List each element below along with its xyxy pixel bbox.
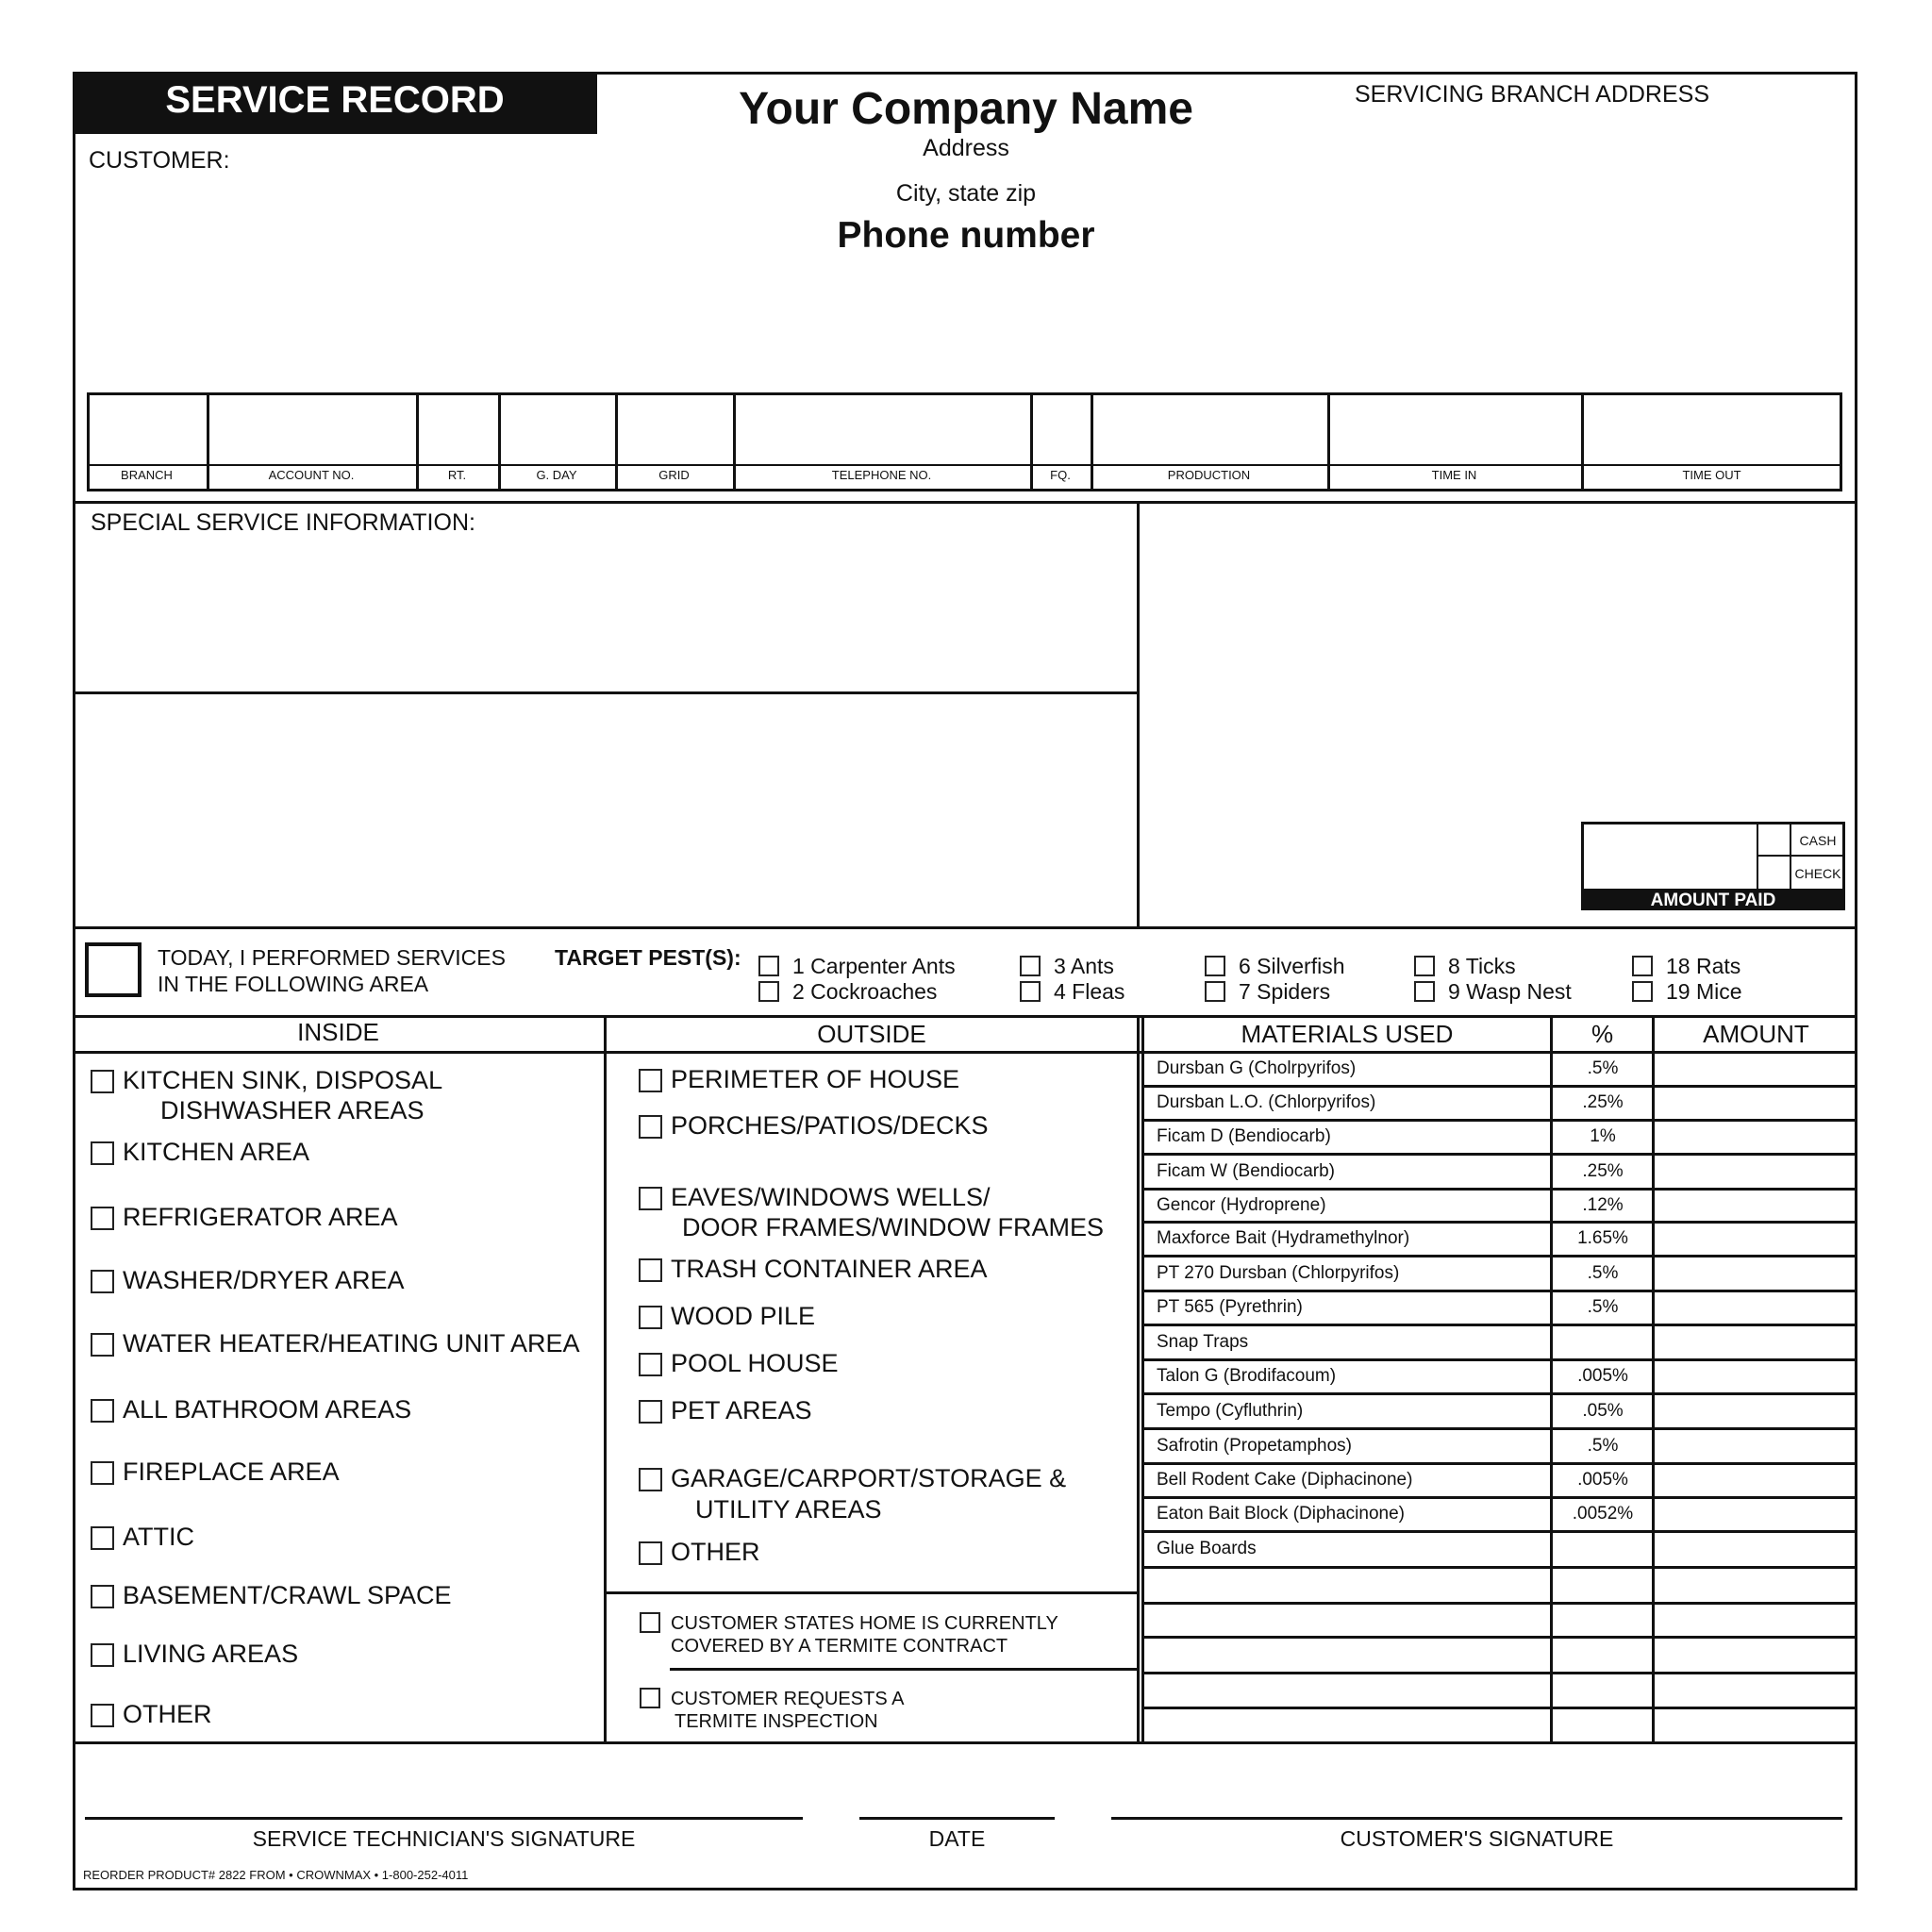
outside-area-checkbox[interactable]: [639, 1306, 662, 1329]
material-percent: .25%: [1582, 1161, 1624, 1181]
material-amount-input[interactable]: [1655, 1292, 1855, 1324]
inside-area-checkbox[interactable]: [91, 1070, 114, 1093]
pest-label: 2 Cockroaches: [792, 979, 938, 1004]
material-name: Gencor (Hydroprene): [1157, 1195, 1326, 1215]
material-percent: .5%: [1587, 1297, 1619, 1317]
outside-area-label: WOOD PILE: [671, 1302, 816, 1330]
info-field-input[interactable]: [736, 395, 1027, 463]
check-checkbox[interactable]: [1760, 860, 1786, 883]
technician-signature-line[interactable]: [85, 1817, 803, 1820]
company-city: City, state zip: [895, 180, 1037, 207]
termite-contract-line-2: COVERED BY A TERMITE CONTRACT: [671, 1636, 1008, 1657]
pest-checkbox[interactable]: [1205, 981, 1225, 1002]
material-percent: .0052%: [1572, 1504, 1634, 1524]
outside-area-checkbox[interactable]: [639, 1115, 662, 1139]
material-name: Dursban L.O. (Chlorpyrifos): [1157, 1092, 1376, 1112]
pest-label: 1 Carpenter Ants: [792, 954, 956, 978]
inside-header: INSIDE: [297, 1018, 379, 1046]
inside-area-label: WATER HEATER/HEATING UNIT AREA: [123, 1329, 580, 1357]
info-field-label: RT.: [447, 468, 467, 482]
termite-contract-line-1: CUSTOMER STATES HOME IS CURRENTLY: [671, 1613, 1058, 1634]
material-percent: .5%: [1587, 1436, 1619, 1456]
materials-row-divider: [1143, 1707, 1857, 1709]
outside-area-label: DOOR FRAMES/WINDOW FRAMES: [682, 1213, 1104, 1241]
company-address: Address: [923, 135, 1009, 161]
percent-header: %: [1591, 1020, 1614, 1048]
material-name: Glue Boards: [1157, 1539, 1257, 1558]
info-field-input[interactable]: [209, 395, 413, 463]
info-field-label: G. DAY: [536, 468, 577, 482]
material-amount-input[interactable]: [1655, 1430, 1855, 1462]
outside-area-label: UTILITY AREAS: [695, 1495, 882, 1524]
pest-checkbox[interactable]: [1020, 956, 1041, 976]
material-percent: .05%: [1582, 1401, 1624, 1421]
special-divider-horizontal: [73, 691, 1139, 694]
pest-label: 6 Silverfish: [1239, 954, 1345, 978]
material-amount-input[interactable]: [1655, 1361, 1855, 1392]
info-field-input[interactable]: [1330, 395, 1578, 463]
pest-checkbox[interactable]: [1632, 981, 1653, 1002]
info-field-label: TELEPHONE NO.: [831, 468, 932, 482]
inside-area-checkbox[interactable]: [91, 1526, 114, 1550]
inside-area-label: ATTIC: [123, 1523, 194, 1551]
target-pests-label: TARGET PEST(S):: [555, 945, 741, 970]
inside-area-label: REFRIGERATOR AREA: [123, 1203, 398, 1231]
material-percent: .5%: [1587, 1058, 1619, 1078]
info-field-label: PRODUCTION: [1167, 468, 1251, 482]
material-name: Ficam W (Bendiocarb): [1157, 1161, 1335, 1181]
material-percent: .12%: [1582, 1195, 1624, 1215]
pest-label: 9 Wasp Nest: [1448, 979, 1572, 1004]
material-percent: .005%: [1577, 1366, 1628, 1386]
inside-area-checkbox[interactable]: [91, 1461, 114, 1485]
info-field-input[interactable]: [1033, 395, 1088, 463]
check-label: CHECK: [1794, 866, 1841, 881]
amount-divider: [1757, 855, 1845, 857]
customer-signature-line[interactable]: [1111, 1817, 1842, 1820]
inside-area-label: ALL BATHROOM AREAS: [123, 1395, 412, 1424]
material-name: Ficam D (Bendiocarb): [1157, 1126, 1331, 1146]
date-label: DATE: [928, 1826, 986, 1851]
inside-area-checkbox[interactable]: [91, 1704, 114, 1727]
inside-area-label: WASHER/DRYER AREA: [123, 1266, 405, 1294]
termite-inspection-line-1: CUSTOMER REQUESTS A: [671, 1689, 905, 1709]
material-amount-input[interactable]: [1655, 1499, 1855, 1530]
outside-area-checkbox[interactable]: [639, 1069, 662, 1092]
outside-header: OUTSIDE: [817, 1020, 926, 1048]
info-field-label: TIME IN: [1431, 468, 1477, 482]
outside-area-label: EAVES/WINDOWS WELLS/: [671, 1183, 991, 1211]
material-name: Bell Rodent Cake (Diphacinone): [1157, 1470, 1413, 1490]
customer-signature-label: CUSTOMER'S SIGNATURE: [1340, 1826, 1614, 1851]
pest-label: 4 Fleas: [1054, 979, 1125, 1004]
special-divider-vertical: [1137, 501, 1140, 927]
info-field-input[interactable]: [618, 395, 730, 463]
column-divider: [1137, 1015, 1140, 1743]
performed-line-1: TODAY, I PERFORMED SERVICES: [158, 945, 506, 970]
info-field-input[interactable]: [501, 395, 612, 463]
performed-line-2: IN THE FOLLOWING AREA: [158, 972, 429, 996]
section-divider: [73, 1741, 1857, 1744]
amount-header: AMOUNT: [1703, 1020, 1809, 1048]
material-amount-input[interactable]: [1655, 1395, 1855, 1427]
material-percent: .5%: [1587, 1263, 1619, 1283]
inside-area-label: BASEMENT/CRAWL SPACE: [123, 1581, 452, 1609]
material-amount-input[interactable]: [1655, 1465, 1855, 1496]
material-name: Eaton Bait Block (Diphacinone): [1157, 1504, 1405, 1524]
inside-area-checkbox[interactable]: [91, 1270, 114, 1293]
info-field-input[interactable]: [419, 395, 495, 463]
info-field-input[interactable]: [1093, 395, 1324, 463]
material-percent: .25%: [1582, 1092, 1624, 1112]
material-name: Talon G (Brodifacoum): [1157, 1366, 1337, 1386]
pest-label: 18 Rats: [1666, 954, 1741, 978]
pest-checkbox[interactable]: [1414, 981, 1435, 1002]
material-amount-input[interactable]: [1655, 1191, 1855, 1221]
column-divider: [1141, 1015, 1144, 1743]
material-name: Maxforce Bait (Hydramethylnor): [1157, 1228, 1410, 1248]
termite-inspection-checkbox[interactable]: [640, 1688, 660, 1708]
info-field-label: TIME OUT: [1682, 468, 1741, 482]
reorder-footer: REORDER PRODUCT# 2822 FROM • CROWNMAX • 1-800-252-4011: [83, 1868, 469, 1882]
technician-signature-label: SERVICE TECHNICIAN'S SIGNATURE: [252, 1826, 636, 1851]
inside-area-label: DISHWASHER AREAS: [160, 1096, 425, 1124]
inside-area-checkbox[interactable]: [91, 1207, 114, 1230]
outside-area-label: PET AREAS: [671, 1396, 812, 1424]
cash-checkbox[interactable]: [1760, 828, 1786, 851]
performed-services-checkbox[interactable]: [85, 942, 142, 997]
termite-divider: [607, 1591, 1137, 1594]
pest-label: 19 Mice: [1666, 979, 1742, 1004]
materials-row-divider: [1143, 1566, 1857, 1569]
material-amount-input[interactable]: [1655, 1326, 1855, 1358]
pest-checkbox[interactable]: [758, 981, 779, 1002]
outside-area-label: POOL HOUSE: [671, 1349, 839, 1377]
pest-checkbox[interactable]: [1414, 956, 1435, 976]
info-field-label: FQ.: [1050, 468, 1071, 482]
section-divider: [73, 501, 1857, 504]
form-title: SERVICE RECORD: [165, 79, 505, 121]
material-amount-input[interactable]: [1655, 1257, 1855, 1290]
material-amount-input[interactable]: [1655, 1533, 1855, 1566]
company-name: Your Company Name: [739, 84, 1193, 134]
company-phone: Phone number: [837, 215, 1095, 256]
account-info-divider: [87, 464, 1842, 466]
inside-area-checkbox[interactable]: [91, 1399, 114, 1423]
materials-row-divider: [1143, 1672, 1857, 1674]
customer-label: CUSTOMER:: [89, 147, 230, 174]
info-field-input[interactable]: [1584, 395, 1840, 463]
outside-area-checkbox[interactable]: [639, 1258, 662, 1282]
outside-area-checkbox[interactable]: [639, 1353, 662, 1376]
section-divider: [73, 926, 1857, 929]
column-header-divider: [73, 1051, 1857, 1054]
material-amount-input[interactable]: [1655, 1088, 1855, 1119]
outside-area-label: TRASH CONTAINER AREA: [671, 1255, 988, 1283]
info-field-label: GRID: [658, 468, 690, 482]
pest-checkbox[interactable]: [1632, 956, 1653, 976]
material-name: Safrotin (Propetamphos): [1157, 1436, 1352, 1456]
outside-area-checkbox[interactable]: [639, 1187, 662, 1210]
inside-area-label: KITCHEN AREA: [123, 1138, 310, 1166]
info-field-label: BRANCH: [121, 468, 173, 482]
inside-area-checkbox[interactable]: [91, 1585, 114, 1608]
pest-label: 8 Ticks: [1448, 954, 1516, 978]
outside-area-checkbox[interactable]: [639, 1541, 662, 1565]
outside-area-label: PORCHES/PATIOS/DECKS: [671, 1111, 989, 1140]
termite-inspection-line-2: TERMITE INSPECTION: [675, 1711, 878, 1732]
inside-area-checkbox[interactable]: [91, 1333, 114, 1357]
material-amount-input[interactable]: [1655, 1054, 1855, 1085]
branch-address-label: SERVICING BRANCH ADDRESS: [1355, 81, 1710, 108]
material-name: PT 270 Dursban (Chlorpyrifos): [1157, 1263, 1400, 1283]
cash-label: CASH: [1799, 833, 1837, 848]
inside-area-label: FIREPLACE AREA: [123, 1457, 340, 1486]
materials-row-divider: [1143, 1602, 1857, 1605]
termite-contract-checkbox[interactable]: [640, 1612, 660, 1633]
pest-label: 7 Spiders: [1239, 979, 1331, 1004]
outside-area-label: GARAGE/CARPORT/STORAGE &: [671, 1464, 1067, 1492]
info-field-input[interactable]: [90, 395, 204, 463]
outside-area-label: PERIMETER OF HOUSE: [671, 1065, 960, 1093]
column-divider: [604, 1015, 607, 1743]
materials-header: MATERIALS USED: [1241, 1020, 1454, 1048]
material-percent: 1.65%: [1577, 1228, 1628, 1248]
material-name: Snap Traps: [1157, 1332, 1249, 1352]
material-amount-input[interactable]: [1655, 1224, 1855, 1255]
pest-checkbox[interactable]: [758, 956, 779, 976]
material-percent: .005%: [1577, 1470, 1628, 1490]
material-name: Tempo (Cyfluthrin): [1157, 1401, 1304, 1421]
outside-area-checkbox[interactable]: [639, 1468, 662, 1491]
termite-divider: [670, 1668, 1137, 1671]
special-service-label: SPECIAL SERVICE INFORMATION:: [91, 509, 475, 536]
pest-checkbox[interactable]: [1205, 956, 1225, 976]
amount-paid-label: AMOUNT PAID: [1650, 891, 1776, 910]
materials-row-divider: [1143, 1636, 1857, 1639]
material-percent: 1%: [1590, 1126, 1616, 1146]
material-amount-input[interactable]: [1655, 1122, 1855, 1153]
date-line[interactable]: [859, 1817, 1055, 1820]
inside-area-checkbox[interactable]: [91, 1643, 114, 1667]
material-name: Dursban G (Cholrpyrifos): [1157, 1058, 1357, 1078]
pest-checkbox[interactable]: [1020, 981, 1041, 1002]
material-amount-input[interactable]: [1655, 1156, 1855, 1188]
inside-area-label: LIVING AREAS: [123, 1640, 299, 1668]
material-name: PT 565 (Pyrethrin): [1157, 1297, 1303, 1317]
inside-area-checkbox[interactable]: [91, 1141, 114, 1165]
inside-area-label: OTHER: [123, 1700, 212, 1728]
outside-area-label: OTHER: [671, 1538, 760, 1566]
outside-area-checkbox[interactable]: [639, 1400, 662, 1424]
info-field-label: ACCOUNT NO.: [268, 468, 355, 482]
pest-label: 3 Ants: [1054, 954, 1114, 978]
inside-area-label: KITCHEN SINK, DISPOSAL: [123, 1066, 443, 1094]
